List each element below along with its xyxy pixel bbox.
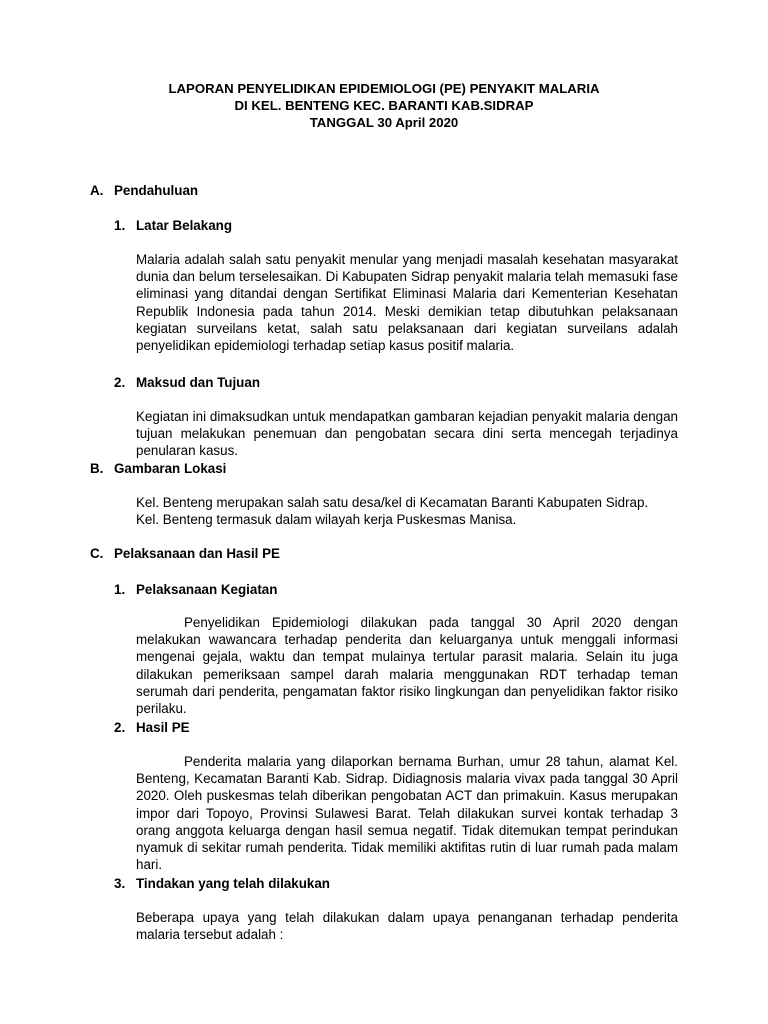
report-title-line-3: TANGGAL 30 April 2020 — [309, 115, 459, 130]
tindakan-paragraph: Beberapa upaya yang telah dilakukan dalam upaya penanganan terhadap penderita malaria tersebut adalah : — [136, 910, 678, 943]
section-b-label: B. — [90, 461, 104, 476]
section-c1-number: 1. — [114, 582, 126, 597]
section-c3-title: Tindakan yang telah dilakukan — [136, 876, 330, 891]
gambaran-lokasi-text — [136, 494, 678, 528]
section-c2-heading — [114, 719, 190, 736]
report-title-line-2: DI KEL. BENTENG KEC. BARANTI KAB.SIDRAP — [234, 98, 534, 113]
section-a1-number: 1. — [114, 218, 126, 233]
lokasi-line-1: Kel. Benteng merupakan salah satu desa/kel di Kecamatan Baranti Kabupaten Sidrap. — [136, 495, 649, 510]
maksud-tujuan-paragraph: Kegiatan ini dimaksudkan untuk mendapatkan gambaran kejadian penyakit malaria dengan tujuan melakukan penemuan dan pengobatan secara dini serta mencegah terjadinya penularan kasus. — [136, 409, 678, 459]
section-a2-title: Maksud dan Tujuan — [136, 375, 260, 390]
section-a-title: Pendahuluan — [114, 183, 199, 198]
latar-belakang-paragraph: Malaria adalah salah satu penyakit menular yang menjadi masalah kesehatan masyarakat dunia dan belum terselesaikan. Di Kabupaten Sidrap penyakit malaria telah memasuki fase eliminasi yang ditandai dengan Sertifikat Eliminasi Malaria dari Kementerian Kesehatan Republik Indonesia pada tahun 2014. Meski demikian tetap dibutuhkan pelaksanaan kegiatan surveilans ketat, salah satu pelaksanaan dari kegiatan surveilans adalah penyelidikan epidemiologi terhadap setiap kasus positif malaria. — [136, 252, 678, 354]
section-c-title: Pelaksanaan dan Hasil PE — [114, 546, 280, 561]
section-c-heading — [90, 545, 280, 562]
section-b-heading — [90, 460, 226, 477]
section-a-heading — [90, 182, 198, 199]
section-b-title: Gambaran Lokasi — [114, 461, 227, 476]
section-a2-number: 2. — [114, 375, 126, 390]
section-c-label: C. — [90, 546, 104, 561]
pelaksanaan-kegiatan-paragraph: Penyelidikan Epidemiologi dilakukan pada tanggal 30 April 2020 dengan melakukan wawancara terhadap penderita dan keluarganya untuk menggali informasi mengenai gejala, waktu dan tempat mulainya tertular parasit malaria. Selain itu juga dilakukan pemeriksaan sampel darah malaria menggunakan RDT terhadap teman serumah dari penderita, pengamatan faktor risiko lingkungan dan penyelidikan faktor risiko perilaku. — [136, 615, 678, 717]
section-c2-title: Hasil PE — [136, 720, 190, 735]
section-c1-heading — [114, 581, 277, 598]
section-a-label: A. — [90, 183, 104, 198]
section-c3-heading — [114, 875, 330, 892]
section-a1-heading — [114, 217, 232, 234]
lokasi-line-2: Kel. Benteng termasuk dalam wilayah kerja Puskesmas Manisa. — [136, 512, 517, 528]
section-c3-number: 3. — [114, 876, 126, 891]
section-c1-title: Pelaksanaan Kegiatan — [136, 582, 278, 597]
section-c2-number: 2. — [114, 720, 126, 735]
section-a2-heading — [114, 374, 260, 391]
hasil-pe-paragraph: Penderita malaria yang dilaporkan bernama Burhan, umur 28 tahun, alamat Kel. Benteng, Kecamatan Baranti Kab. Sidrap. Didiagnosis malaria vivax pada tanggal 30 April 2020. Oleh puskesmas telah diberikan pengobatan ACT dan primakuin. Kasus merupakan impor dari Topoyo, Provinsi Sulawesi Barat. Telah dilakukan survei kontak terhadap 3 orang anggota keluarga dengan hasil semua negatif. Tidak ditemukan tempat perindukan nyamuk di sekitar rumah penderita. Tidak memiliki aktifitas rutin di luar rumah pada malam hari. — [136, 754, 678, 873]
section-a1-title: Latar Belakang — [136, 218, 233, 233]
report-title-line-1: LAPORAN PENYELIDIKAN EPIDEMIOLOGI (PE) PENYAKIT MALARIA — [168, 81, 600, 96]
